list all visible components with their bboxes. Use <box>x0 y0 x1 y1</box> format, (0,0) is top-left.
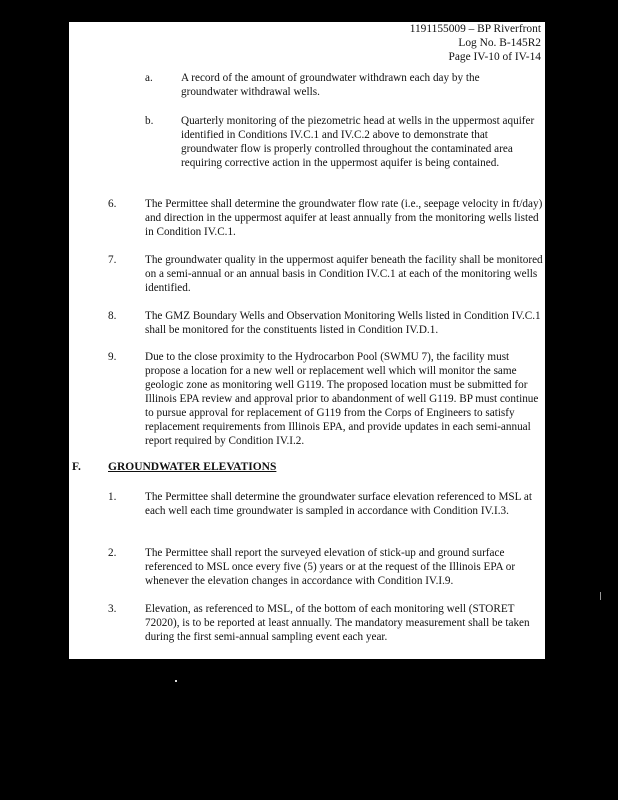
section-item-label: 2. <box>108 547 117 559</box>
scan-speck <box>175 680 177 682</box>
section-letter: F. <box>72 461 81 473</box>
header-permit-line: 1191155009 – BP Riverfront <box>409 23 541 35</box>
item-label: 9. <box>108 351 117 363</box>
header-log-line: Log No. B-145R2 <box>458 37 541 49</box>
scan-speck <box>600 592 601 600</box>
section-item-label: 3. <box>108 603 117 615</box>
section-title: GROUNDWATER ELEVATIONS <box>108 461 277 473</box>
document-page <box>69 22 545 659</box>
item-label: a. <box>145 72 153 84</box>
item-text: The GMZ Boundary Wells and Observation Monitoring Wells listed in Condition IV.C.1 shall be monitored for the constituents listed in Condition IV.D.1. <box>145 310 541 336</box>
section-item-label: 1. <box>108 491 117 503</box>
section-item-text: The Permittee shall report the surveyed elevation of stick-up and ground surface referenced to MSL once every five (5) years or at the request of the Illinois EPA or whenever the elevation changes in accordance with Condition IV.I.9. <box>145 547 516 587</box>
item-text: The Permittee shall determine the groundwater flow rate (i.e., seepage velocity in ft/day) and direction in the uppermost aquifer at least annually from the monitoring wells listed in Condition IV.C.1. <box>145 198 543 238</box>
item-text: Due to the close proximity to the Hydrocarbon Pool (SWMU 7), the facility must propose a location for a new well or replacement well which will monitor the same geologic zone as monitoring well G119. The proposed location must be submitted for Illinois EPA review and approval prior to abandonment of well G119. BP must continue to pursue approval for replacement of G119 from the Corps of Engineers to satisfy replacement requirements from Illinois EPA, and provide updates in each semi-annual report required by Condition IV.I.2. <box>145 351 539 447</box>
page-header <box>410 22 541 64</box>
item-label: 7. <box>108 254 117 266</box>
item-text: The groundwater quality in the uppermost aquifer beneath the facility shall be monitored on a semi-annual or an annual basis in Condition IV.C.1 at each of the monitoring wells identified. <box>145 254 543 294</box>
item-text: A record of the amount of groundwater withdrawn each day by the groundwater withdrawal wells. <box>181 72 480 98</box>
header-page-line: Page IV-10 of IV-14 <box>448 51 541 63</box>
section-item-text: Elevation, as referenced to MSL, of the bottom of each monitoring well (STORET 72020), is to be reported at least annually. The mandatory measurement shall be taken during the first semi-annual sampling event each year. <box>145 603 530 643</box>
section-item-text: The Permittee shall determine the groundwater surface elevation referenced to MSL at each well each time groundwater is sampled in accordance with Condition IV.I.3. <box>145 491 532 517</box>
item-text: Quarterly monitoring of the piezometric head at wells in the uppermost aquifer identified in Conditions IV.C.1 and IV.C.2 above to demonstrate that groundwater flow is properly controlled throughout the contaminated area requiring corrective action in the uppermost aquifer is being contained. <box>181 115 535 169</box>
item-label: 8. <box>108 310 117 322</box>
item-label: b. <box>145 115 154 127</box>
item-label: 6. <box>108 198 117 210</box>
